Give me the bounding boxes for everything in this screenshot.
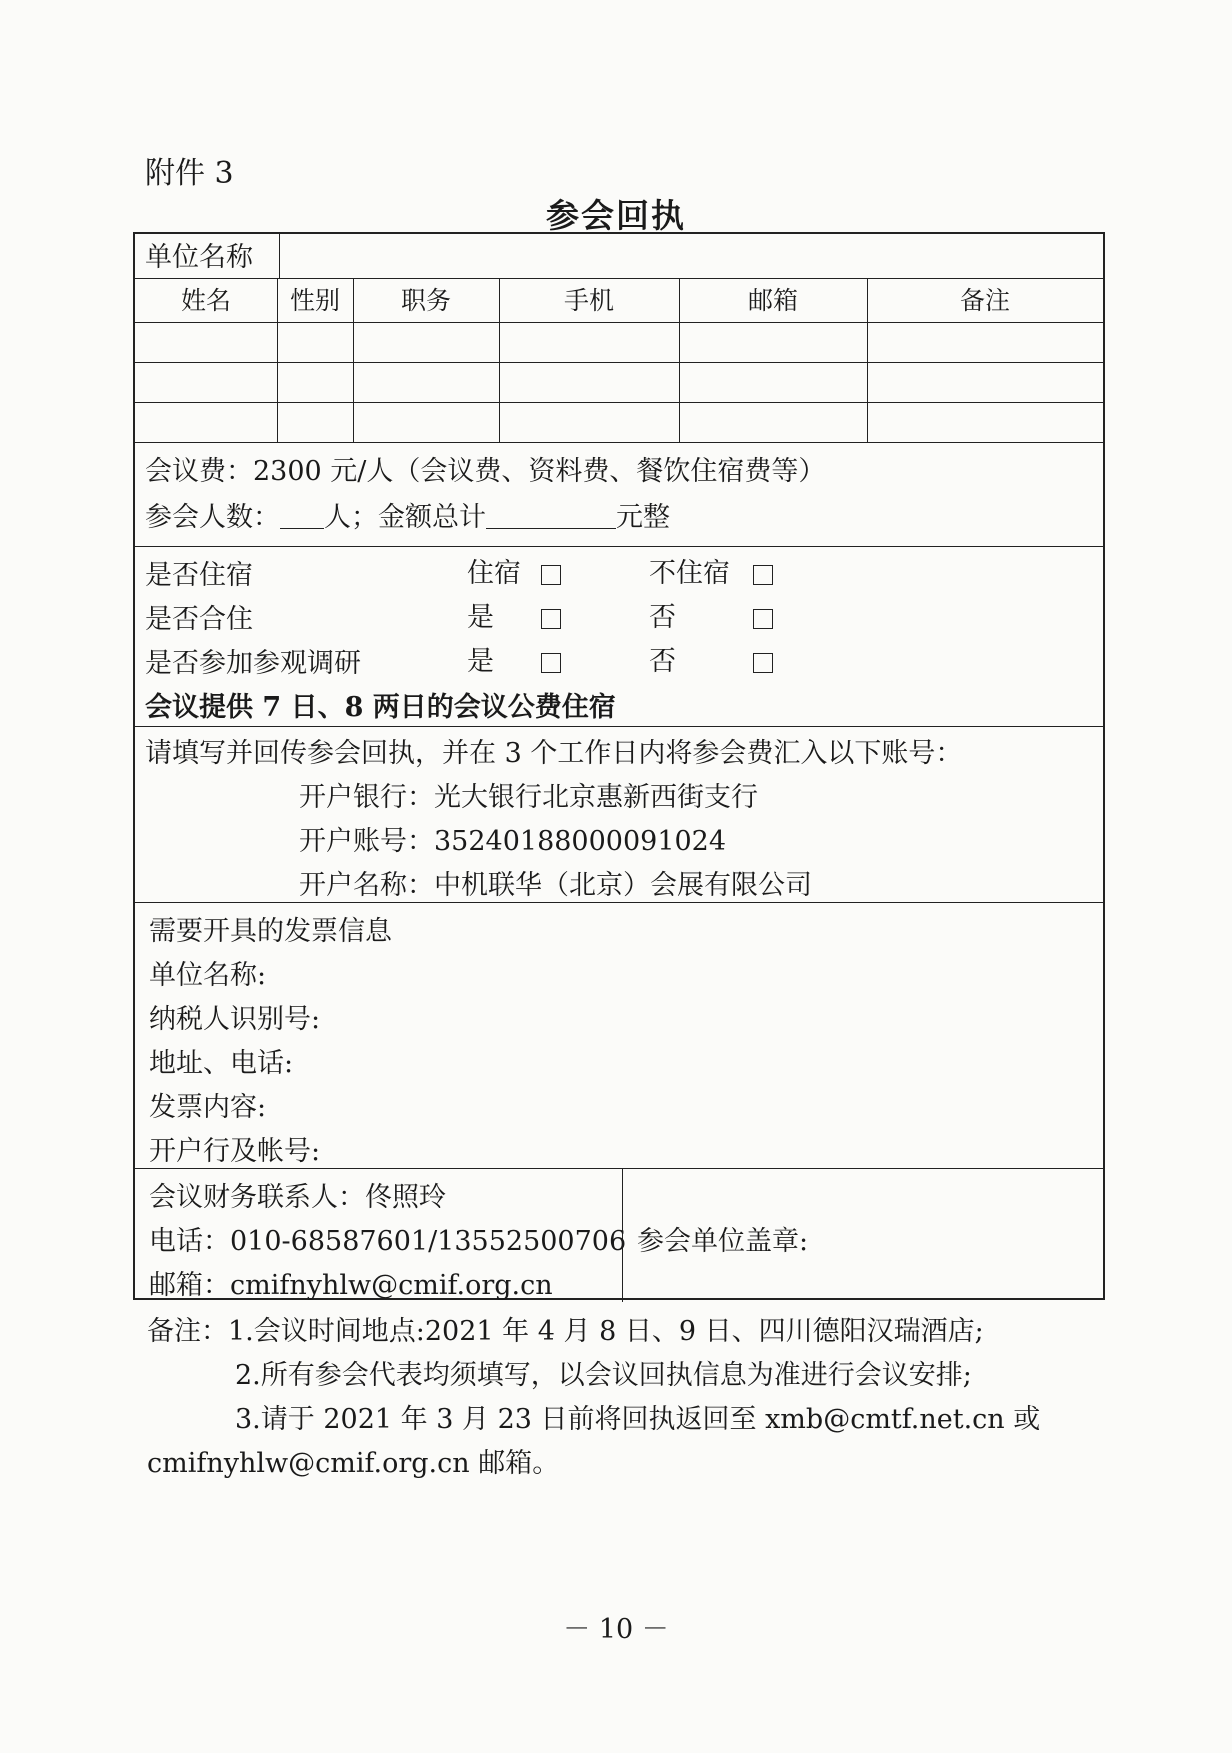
- lodging-yes-checkbox[interactable]: [541, 565, 561, 585]
- account-holder: 开户名称：中机联华（北京）会展有限公司: [299, 870, 812, 901]
- attendee-row[interactable]: [135, 323, 1103, 361]
- invoice-content: 发票内容:: [149, 1092, 267, 1123]
- col-header-phone: 手机: [563, 286, 614, 315]
- lodging-yes-label: 住宿: [467, 558, 521, 589]
- row-divider: [135, 442, 1103, 443]
- fee-line: 会议费：2300 元/人（会议费、资料费、餐饮住宿费等）: [145, 456, 826, 487]
- invoice-taxpayer-id: 纳税人识别号:: [149, 1004, 321, 1035]
- section-divider: [135, 1168, 1103, 1169]
- remark-2: 2.所有参会代表均须填写，以会议回执信息为准进行会议安排;: [235, 1360, 972, 1391]
- row-divider: [135, 278, 1103, 279]
- page-number: － 10 －: [563, 1614, 669, 1645]
- visit-label: 是否参加参观调研: [145, 648, 361, 679]
- lodging-label: 是否住宿: [145, 560, 253, 591]
- col-divider: [279, 234, 280, 278]
- total-amount-field[interactable]: [486, 504, 616, 529]
- lodging-no-label: 不住宿: [649, 558, 730, 589]
- finance-contact: 会议财务联系人：佟照玲: [149, 1182, 446, 1213]
- col-header-position: 职务: [400, 286, 451, 315]
- col-header-gender: 性别: [289, 286, 340, 315]
- visit-yes-checkbox[interactable]: [541, 653, 561, 673]
- remark-3: 3.请于 2021 年 3 月 23 日前将回执返回至 xmb@cmtf.net.cn 或: [235, 1404, 1041, 1435]
- amount-suffix: 元整: [616, 502, 670, 533]
- invoice-heading: 需要开具的发票信息: [149, 916, 392, 947]
- unit-name-label: 单位名称: [145, 242, 253, 273]
- share-yes-checkbox[interactable]: [541, 609, 561, 629]
- share-yes-label: 是: [467, 602, 494, 633]
- form-title: 参会回执: [546, 196, 686, 235]
- contact-email: 邮箱：cmifnyhlw@cmif.org.cn: [149, 1270, 553, 1301]
- col-header-name: 姓名: [180, 286, 231, 315]
- share-room-label: 是否合住: [145, 604, 253, 635]
- visit-yes-label: 是: [467, 646, 494, 677]
- invoice-unit-name: 单位名称:: [149, 960, 267, 991]
- bank-account: 开户账号：35240188000091024: [299, 826, 727, 857]
- col-header-email: 邮箱: [747, 286, 798, 315]
- attendee-row[interactable]: [135, 363, 1103, 401]
- visit-no-label: 否: [649, 646, 676, 677]
- attendee-count-field[interactable]: [280, 504, 324, 529]
- attachment-label: 附件 3: [145, 156, 234, 191]
- section-divider: [135, 902, 1103, 903]
- bank-instruction: 请填写并回传参会回执，并在 3 个工作日内将参会费汇入以下账号：: [145, 738, 963, 769]
- lodging-no-checkbox[interactable]: [753, 565, 773, 585]
- share-no-label: 否: [649, 602, 676, 633]
- col-header-remarks: 备注: [959, 286, 1010, 315]
- section-divider: [135, 546, 1103, 547]
- count-prefix: 参会人数：: [145, 502, 280, 533]
- lodging-note: 会议提供 7 日、8 两日的会议公费住宿: [145, 692, 616, 723]
- registration-form: [133, 232, 1105, 1300]
- stamp-label: 参会单位盖章:: [637, 1226, 809, 1257]
- section-divider: [135, 726, 1103, 727]
- invoice-address-phone: 地址、电话:: [149, 1048, 294, 1079]
- attendee-row[interactable]: [135, 403, 1103, 441]
- remark-1: 备注：1.会议时间地点:2021 年 4 月 8 日、9 日、四川德阳汉瑞酒店;: [147, 1316, 984, 1347]
- unit-name-field[interactable]: [281, 236, 1101, 276]
- attendee-count-line: [145, 504, 670, 531]
- invoice-bank-account: 开户行及帐号:: [149, 1136, 321, 1167]
- contact-phone: 电话：010-68587601/13552500706: [149, 1226, 627, 1257]
- share-no-checkbox[interactable]: [753, 609, 773, 629]
- count-suffix: 人；金额总计: [324, 502, 486, 533]
- bank-name: 开户银行：光大银行北京惠新西街支行: [299, 782, 758, 813]
- remark-4: cmifnyhlw@cmif.org.cn 邮箱。: [147, 1448, 560, 1479]
- visit-no-checkbox[interactable]: [753, 653, 773, 673]
